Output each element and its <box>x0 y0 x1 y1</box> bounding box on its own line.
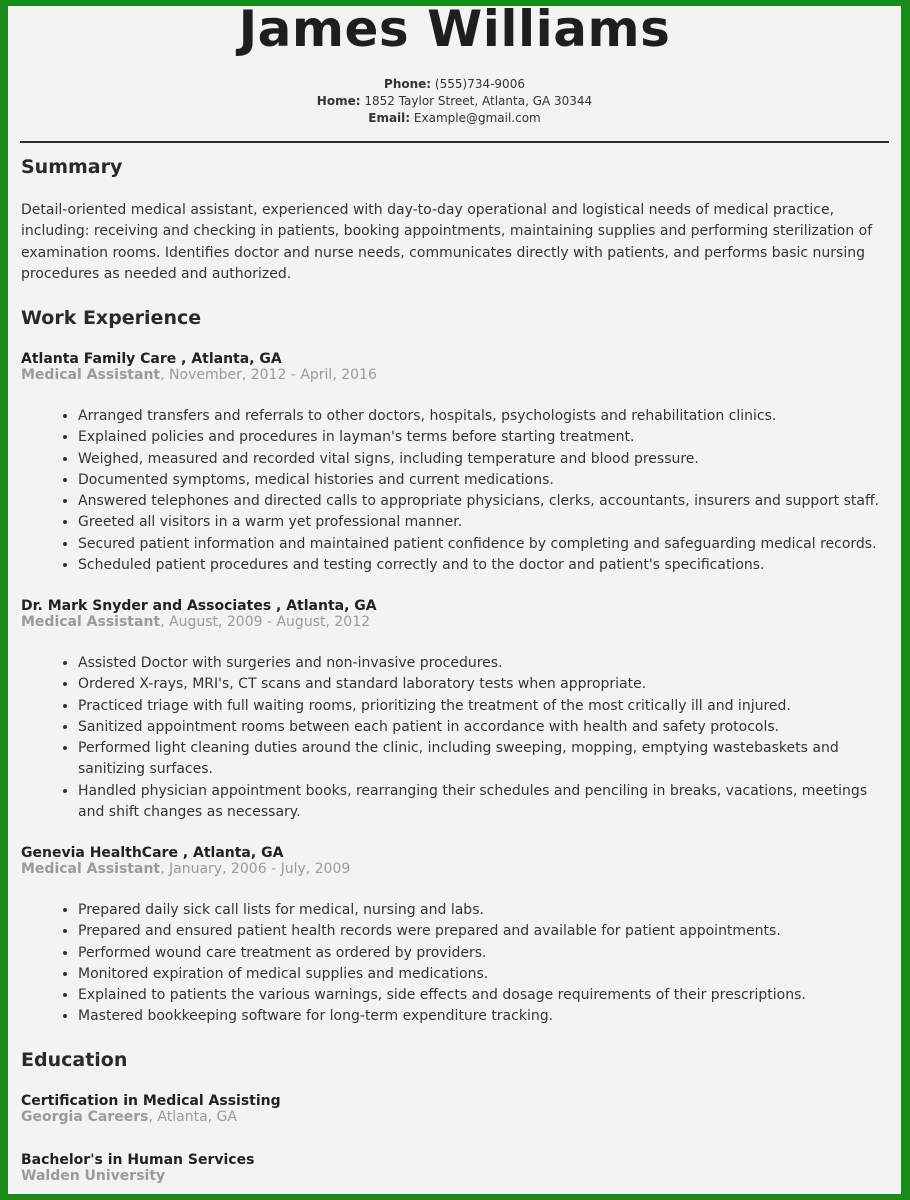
summary-section <box>21 156 889 178</box>
list-item: • Handled physician appointment books, rearranging their schedules and penciling in breaks, vacations, meetings and shift changes as necessary. <box>78 781 889 824</box>
education-school-line <box>21 1109 889 1125</box>
job-dates: , November, 2012 - April, 2016 <box>160 367 377 383</box>
list-item: • Greeted all visitors in a warm yet professional manner. <box>78 512 889 533</box>
header-divider <box>20 141 889 143</box>
list-item: • Scheduled patient procedures and testing correctly and to the doctor and patient's specifications. <box>78 555 889 576</box>
list-item: • Ordered X-rays, MRI's, CT scans and standard laboratory tests when appropriate. <box>78 674 889 695</box>
list-item: • Performed wound care treatment as ordered by providers. <box>78 943 889 964</box>
education-school-line <box>21 1168 889 1184</box>
candidate-name: James Williams <box>238 6 671 58</box>
job-company: Dr. Mark Snyder and Associates , Atlanta, GA <box>21 598 377 614</box>
list-item: • Sanitized appointment rooms between each patient in accordance with health and safety protocols. <box>78 717 889 738</box>
email-line <box>8 110 901 127</box>
job-role <box>21 614 889 630</box>
list-item: • Performed light cleaning duties around the clinic, including sweeping, mopping, emptying wastebaskets and sanitizing surfaces. <box>78 738 889 781</box>
list-item: • Monitored expiration of medical supplies and medications. <box>78 964 889 985</box>
list-item: • Assisted Doctor with surgeries and non-invasive procedures. <box>78 653 889 674</box>
home-label: Home: <box>316 94 361 108</box>
phone-value: (555)734-9006 <box>434 77 525 91</box>
list-item: • Prepared daily sick call lists for medical, nursing and labs. <box>78 900 889 921</box>
list-item: • Answered telephones and directed calls to appropriate physicians, clerks, accountants, insurers and support staff. <box>78 491 889 512</box>
list-item: • Arranged transfers and referrals to other doctors, hospitals, psychologists and rehabilitation clinics. <box>78 406 889 427</box>
job-company: Atlanta Family Care , Atlanta, GA <box>21 351 282 367</box>
list-item: • Weighed, measured and recorded vital signs, including temperature and blood pressure. <box>78 449 889 470</box>
list-item: • Mastered bookkeeping software for long-term expenditure tracking. <box>78 1006 889 1027</box>
education-place: , Atlanta, GA <box>148 1109 237 1125</box>
job-company: Genevia HealthCare , Atlanta, GA <box>21 845 284 861</box>
job-2 <box>21 598 889 630</box>
education-degree: Bachelor's in Human Services <box>21 1152 255 1168</box>
job-dates: , January, 2006 - July, 2009 <box>160 861 351 877</box>
education-heading-wrap <box>21 1049 889 1071</box>
phone-line <box>8 76 901 93</box>
education-degree: Certification in Medical Assisting <box>21 1093 281 1109</box>
education-item-1 <box>21 1093 889 1125</box>
job-title: Medical Assistant <box>21 861 161 877</box>
summary-heading: Summary <box>21 156 123 178</box>
list-item: • Explained policies and procedures in layman's terms before starting treatment. <box>78 427 889 448</box>
job-1 <box>21 351 889 383</box>
job-2-bullets <box>21 653 889 823</box>
home-line <box>8 93 901 110</box>
list-item: • Explained to patients the various warnings, side effects and dosage requirements of their prescriptions. <box>78 985 889 1006</box>
email-label: Email: <box>368 111 411 125</box>
phone-label: Phone: <box>384 77 432 91</box>
education-school: Walden University <box>21 1168 166 1184</box>
contact-info <box>8 76 901 127</box>
email-value: Example@gmail.com <box>413 111 541 125</box>
home-value: 1852 Taylor Street, Atlanta, GA 30344 <box>364 94 593 108</box>
summary-text: Detail-oriented medical assistant, experienced with day-to-day operational and logistical needs of medical practice, including: receiving and checking in patients, booking appointments, maintaining supplies and performing sterilization of examination rooms. Identifies doctor and nurse needs, communicates directly with patients, and performs basic nursing procedures as needed and authorized. <box>21 202 873 283</box>
job-title: Medical Assistant <box>21 367 161 383</box>
list-item: • Prepared and ensured patient health records were prepared and available for patient appointments. <box>78 921 889 942</box>
work-heading: Work Experience <box>21 307 202 329</box>
list-item: • Documented symptoms, medical histories and current medications. <box>78 470 889 491</box>
list-item: • Secured patient information and maintained patient confidence by completing and safeguarding medical records. <box>78 534 889 555</box>
job-role <box>21 367 889 383</box>
list-item: • Practiced triage with full waiting rooms, prioritizing the treatment of the most critically ill and injured. <box>78 696 889 717</box>
resume-page <box>8 6 901 1194</box>
job-role <box>21 861 889 877</box>
education-heading: Education <box>21 1049 128 1071</box>
job-3-bullets <box>21 900 889 1028</box>
education-school: Georgia Careers <box>21 1109 149 1125</box>
summary-body <box>21 200 889 286</box>
job-dates: , August, 2009 - August, 2012 <box>160 614 371 630</box>
work-heading-wrap <box>21 307 889 329</box>
job-1-bullets <box>21 406 889 576</box>
job-title: Medical Assistant <box>21 614 161 630</box>
job-3 <box>21 845 889 877</box>
education-item-2 <box>21 1152 889 1184</box>
